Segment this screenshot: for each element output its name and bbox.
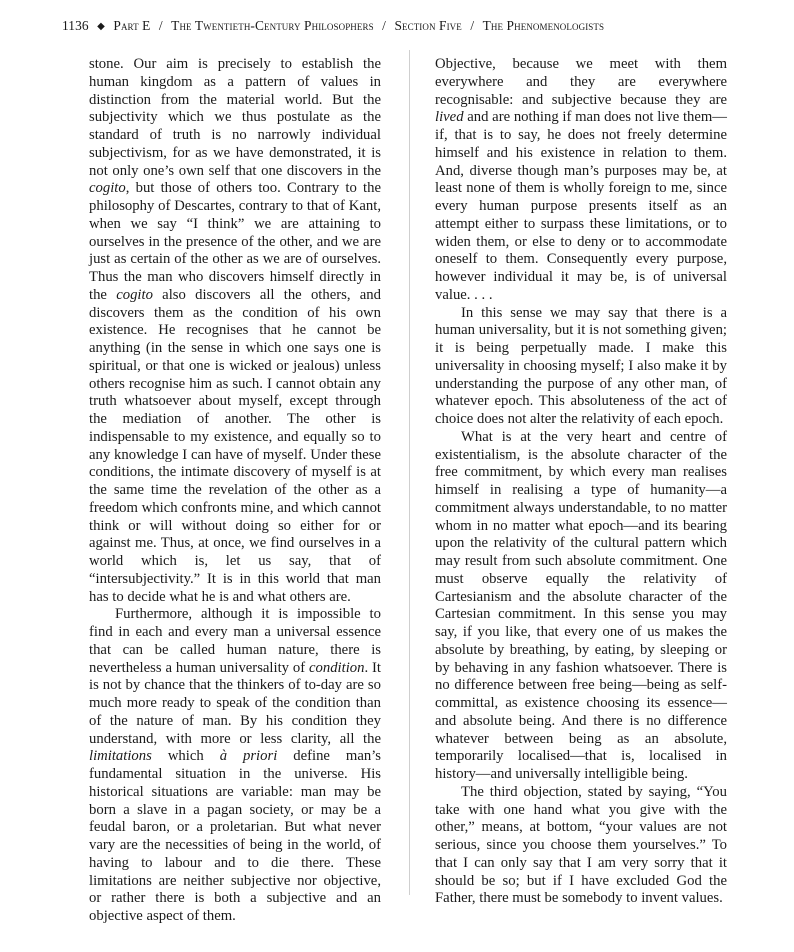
diamond-icon: ◆	[97, 21, 105, 32]
paragraph: Objective, because we meet with them everywhere and they are everywhere recognisable: and subjective because they are lived and are nothing if man does not live them—if, that is to say, he does not freely determine himself and his existence in relation to them. And, diverse though man’s purposes may be, at least none of them is wholly foreign to me, since every human purpose presents itself as an attempt either to surpass these limitations, or to widen them, or else to deny or to accommodate oneself to them. Consequently every purpose, however individual it may be, is of universal value. . . .	[435, 56, 727, 303]
right-column	[435, 56, 727, 908]
book-title: The Twentieth-Century Philosophers	[171, 18, 374, 33]
running-head	[62, 18, 734, 34]
paragraph: What is at the very heart and centre of existentialism, is the absolute character of the free commitment, by which every man realises himself in realising a type of humanity—a commitment always understandable, to no matter whom in no matter what epoch—and its bearing upon the relativity of the cultural pattern which may result from such absolute commitment. One must observe equally the relativity of Cartesianism and the absolute character of the Cartesian commitment. In this sense you may say, if you like, that every one of us makes the absolute by breathing, by eating, by sleeping or by behaving in any fashion whatsoever. There is no difference between free being—being as self-committal, as existence choosing its essence—and absolute being. And there is no difference whatever between being as an absolute, temporarily localised—that is, localised in history—and universally intelligible being.	[435, 428, 727, 782]
left-column	[89, 56, 381, 926]
separator: /	[158, 18, 163, 33]
column-divider	[409, 50, 410, 895]
paragraph: stone. Our aim is precisely to establish the human kingdom as a pattern of values in distinction from the material world. But the subjectivity which we thus postulate as the standard of truth is no narrowly individual subjectivism, for as we have demonstrated, it is not only one’s own self that one discovers in the cogito, but those of others too. Contrary to the philosophy of Descartes, contrary to that of Kant, when we say “I think” we are attaining to ourselves in the presence of the other, and we are just as certain of the other as we are of ourselves. Thus the man who discovers himself directly in the cogito also discovers all the others, and discovers them as the condition of his own existence. He recognises that he cannot be anything (in the sense in which one says one is spiritual, or that one is wicked or jealous) unless others recognise him as such. I cannot obtain any truth whatsoever about myself, except through the mediation of another. The other is indispensable to my existence, and equally so to any knowledge I can have of myself. Under these conditions, the intimate discovery of myself is at the same time the revelation of the other as a freedom which confronts mine, and which cannot think or will without doing so either for or against me. Thus, at once, we find ourselves in a world which is, let us say, that of “intersubjectivity.” It is in this world that man has to decide what he is and what others are.	[89, 56, 381, 605]
section-label: Section Five	[394, 18, 462, 33]
paragraph: Furthermore, although it is impossible to find in each and every man a universal essence that can be called human nature, there is nevertheless a human universality of condition. It is not by chance that the thinkers of to-day are so much more ready to speak of the condition than of the nature of man. By his condition they understand, with more or less clarity, all the limitations which à priori define man’s fundamental situation in the universe. His historical situations are variable: man may be born a slave in a pagan society, or may be a feudal baron, or a proletarian. But what never vary are the necessities of being in the world, of having to labour and to die there. These limitations are neither subjective nor objective, or rather there is both a subjective and an objective aspect of them.	[89, 606, 381, 924]
chapter-title: The Phenomenologists	[482, 18, 605, 33]
separator: /	[470, 18, 475, 33]
part-label: Part E	[113, 18, 151, 33]
paragraph: The third objection, stated by saying, “You take with one hand what you give with the other,” means, at bottom, “your values are not serious, since you choose them yourselves.” To that I can only say that I am very sorry that it should be so; but if I have excluded God the Father, there must be somebody to invent values.	[435, 783, 727, 907]
separator: /	[382, 18, 386, 33]
page-number: 1136	[62, 18, 89, 33]
paragraph: In this sense we may say that there is a human universality, but it is not something given; it is being perpetually made. I make this universality in choosing myself; I also make it by understanding the purpose of any other man, of whatever epoch. This absoluteness of the act of choice does not alter the relativity of each epoch.	[435, 304, 727, 427]
